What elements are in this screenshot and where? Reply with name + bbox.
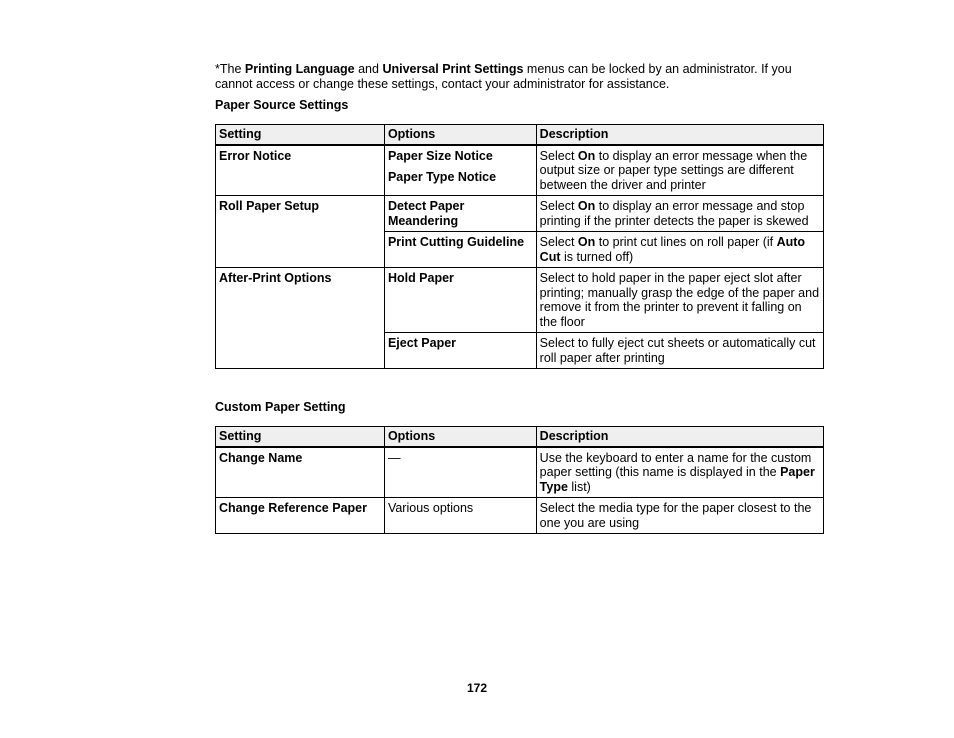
intro-note [215,62,830,92]
column-header-description: Description [536,125,823,145]
setting-error-notice: Error Notice [216,145,385,196]
desc-text: to print cut lines on roll paper (if [595,235,777,249]
setting-change-reference-paper: Change Reference Paper [216,498,385,534]
intro-mid: and [354,62,383,76]
table-row [216,447,824,498]
option-paper-type-notice: Paper Type Notice [387,170,497,184]
desc-text: to display an error message when the output size or paper type settings are different between the driver and printer [539,148,808,192]
table-row [216,145,824,196]
desc-text: Select [539,199,578,213]
desc-text: to display an error message and stop printing if the printer detects the paper is skewed [539,199,809,228]
description-cell: Select the media type for the paper closest to the one you are using [536,498,823,534]
desc-bold: Paper Type [539,465,815,494]
paper-source-settings-table [215,124,824,369]
intro-universal-print-settings: Universal Print Settings [382,62,524,76]
option-various: Various options [384,498,536,534]
description-cell: Select to fully eject cut sheets or automatically cut roll paper after printing [536,333,823,369]
desc-text: Select [539,148,578,163]
option-paper-size-notice: Paper Size Notice [387,148,493,163]
table-header-row [216,427,824,447]
description-cell [536,145,823,196]
column-header-setting: Setting [216,427,385,447]
option-eject-paper: Eject Paper [384,333,536,369]
desc-bold: On [577,199,596,213]
options-cell [384,145,536,196]
column-header-options: Options [384,427,536,447]
setting-roll-paper-setup: Roll Paper Setup [216,196,385,268]
intro-prefix: *The [215,62,245,76]
column-header-options: Options [384,125,536,145]
table-header-row [216,125,824,145]
option-none: — [384,447,536,498]
description-cell [536,232,823,268]
desc-text: Use the keyboard to enter a name for the custom paper setting (this name is displayed in the [539,450,812,479]
custom-paper-setting-heading: Custom Paper Setting [215,400,346,414]
column-header-description: Description [536,427,823,447]
column-header-setting: Setting [216,125,385,145]
intro-suffix: menus can be locked by an administrator. If you cannot access or change these settings, contact your administrator for assistance. [215,62,792,91]
option-hold-paper: Hold Paper [384,268,536,333]
paper-source-settings-heading: Paper Source Settings [215,98,349,112]
desc-text: Select [539,235,578,249]
setting-change-name: Change Name [216,447,385,498]
option-print-cutting-guideline: Print Cutting Guideline [384,232,536,268]
intro-printing-language: Printing Language [244,62,355,76]
desc-bold: On [577,148,596,163]
description-cell [536,196,823,232]
desc-text: is turned off) [560,249,634,264]
page-number: 172 [466,681,488,695]
description-cell: Select to hold paper in the paper eject slot after printing; manually grasp the edge of the paper and remove it from the printer to prevent it falling on the floor [536,268,823,333]
table-row [216,268,824,333]
desc-bold: On [577,235,596,249]
desc-text: list) [567,479,591,494]
setting-after-print-options: After-Print Options [216,268,385,369]
option-detect-paper-meandering: Detect Paper Meandering [384,196,536,232]
desc-bold: Auto Cut [539,235,806,264]
table-row [216,498,824,534]
custom-paper-setting-table [215,426,824,534]
description-cell [536,447,823,498]
table-row [216,196,824,232]
